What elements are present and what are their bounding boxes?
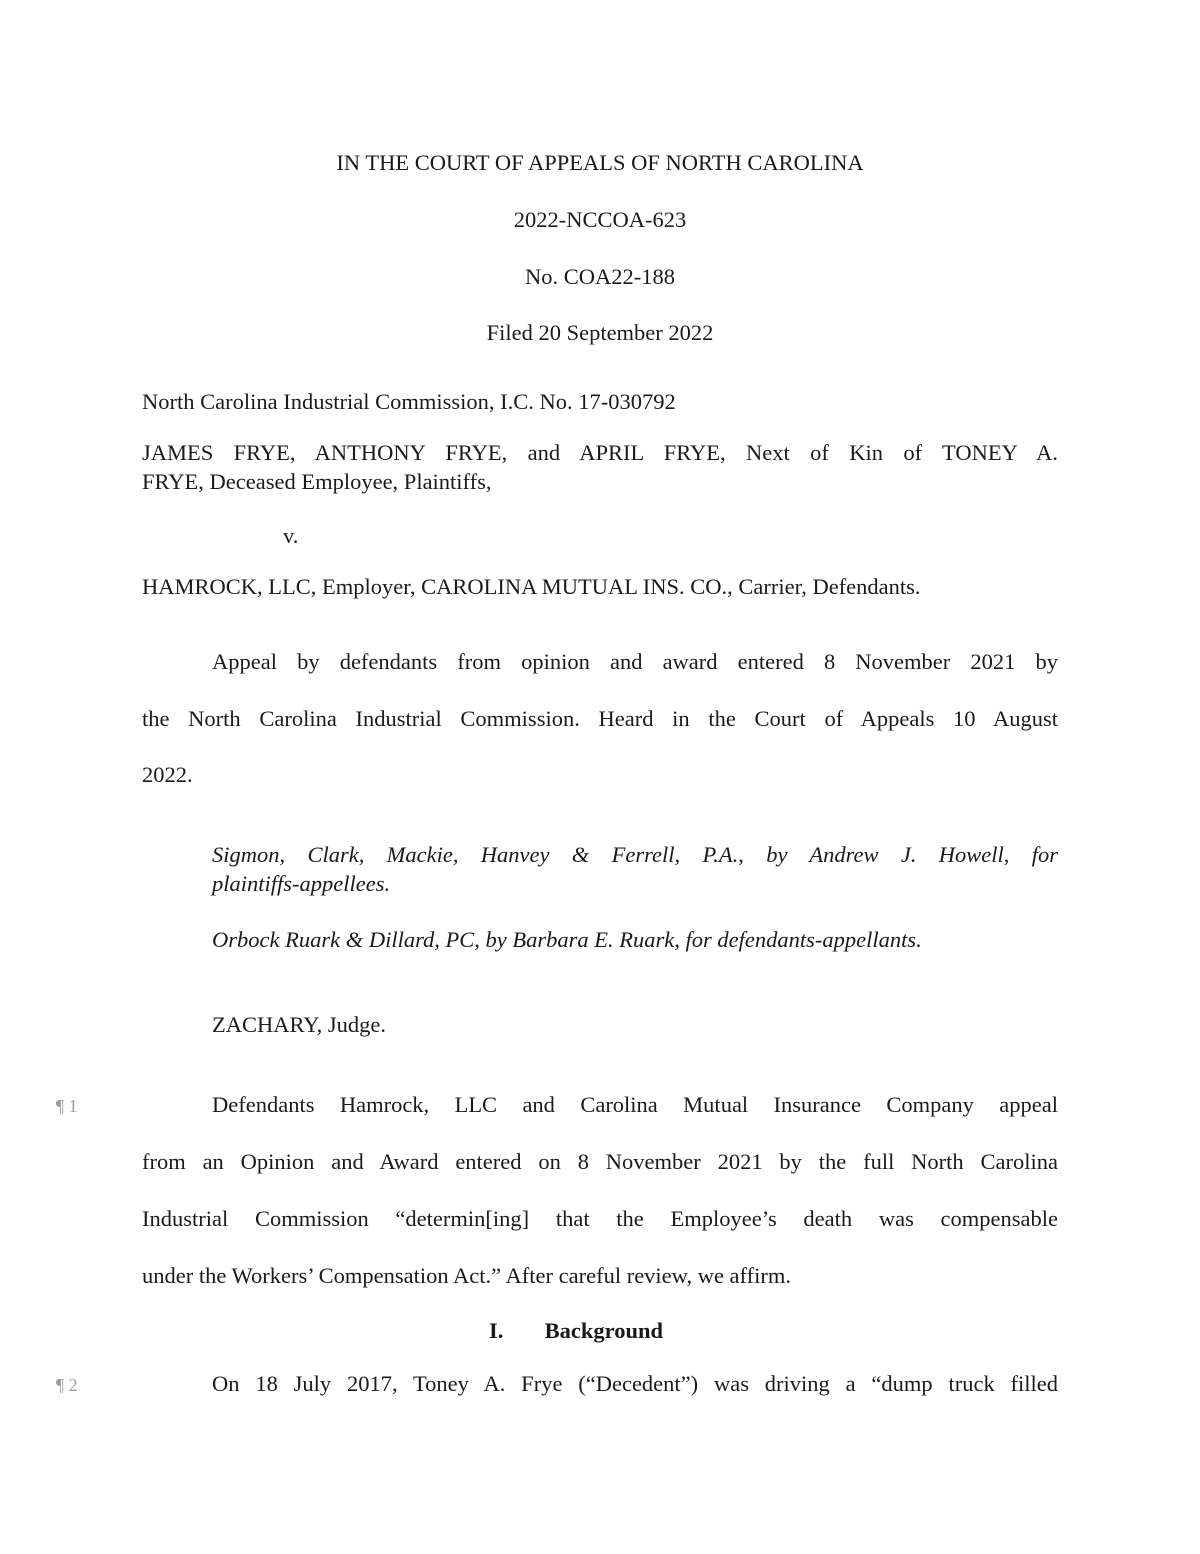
tribunal: North Carolina Industrial Commission, I.C. No. 17-030792 [142,389,676,414]
paragraph-line: Industrial Commission “determin[ing] that the Employee’s death was compensable [142,1206,1058,1231]
paragraph-marker: ¶ 2 [56,1375,78,1395]
citation: 2022-NCCOA-623 [513,207,687,232]
paragraph-line: Defendants Hamrock, LLC and Carolina Mutual Insurance Company appeal [212,1092,1058,1117]
plaintiffs-counsel: plaintiffs-appellees. [212,871,391,896]
paragraph-marker: ¶ 1 [56,1096,78,1116]
plaintiffs-line: FRYE, Deceased Employee, Plaintiffs, [142,469,492,494]
section-number: I. [489,1318,504,1343]
paragraph-line: under the Workers’ Compensation Act.” After careful review, we affirm. [142,1263,791,1288]
plaintiffs-counsel: Sigmon, Clark, Mackie, Hanvey & Ferrell, P.A., by Andrew J. Howell, for [212,842,1058,867]
appeal-line: 2022. [142,762,193,787]
defendants-counsel: Orbock Ruark & Dillard, PC, by Barbara E. Ruark, for defendants-appellants. [212,927,922,952]
filed-date: Filed 20 September 2022 [486,320,714,345]
paragraph-line: from an Opinion and Award entered on 8 November 2021 by the full North Carolina [142,1149,1058,1174]
versus: v. [283,523,299,548]
docket-number: No. COA22-188 [525,264,675,289]
court-name: IN THE COURT OF APPEALS OF NORTH CAROLINA [336,150,864,175]
section-heading [489,1318,663,1344]
defendants: HAMROCK, LLC, Employer, CAROLINA MUTUAL INS. CO., Carrier, Defendants. [142,574,921,599]
judge: ZACHARY, Judge. [212,1012,386,1037]
paragraph-line: On 18 July 2017, Toney A. Frye (“Decedent”) was driving a “dump truck filled [212,1371,1058,1396]
section-title: Background [544,1318,664,1343]
plaintiffs-line: JAMES FRYE, ANTHONY FRYE, and APRIL FRYE, Next of Kin of TONEY A. [142,440,1058,465]
appeal-line: Appeal by defendants from opinion and award entered 8 November 2021 by [212,649,1058,674]
appeal-line: the North Carolina Industrial Commission. Heard in the Court of Appeals 10 August [142,706,1058,731]
